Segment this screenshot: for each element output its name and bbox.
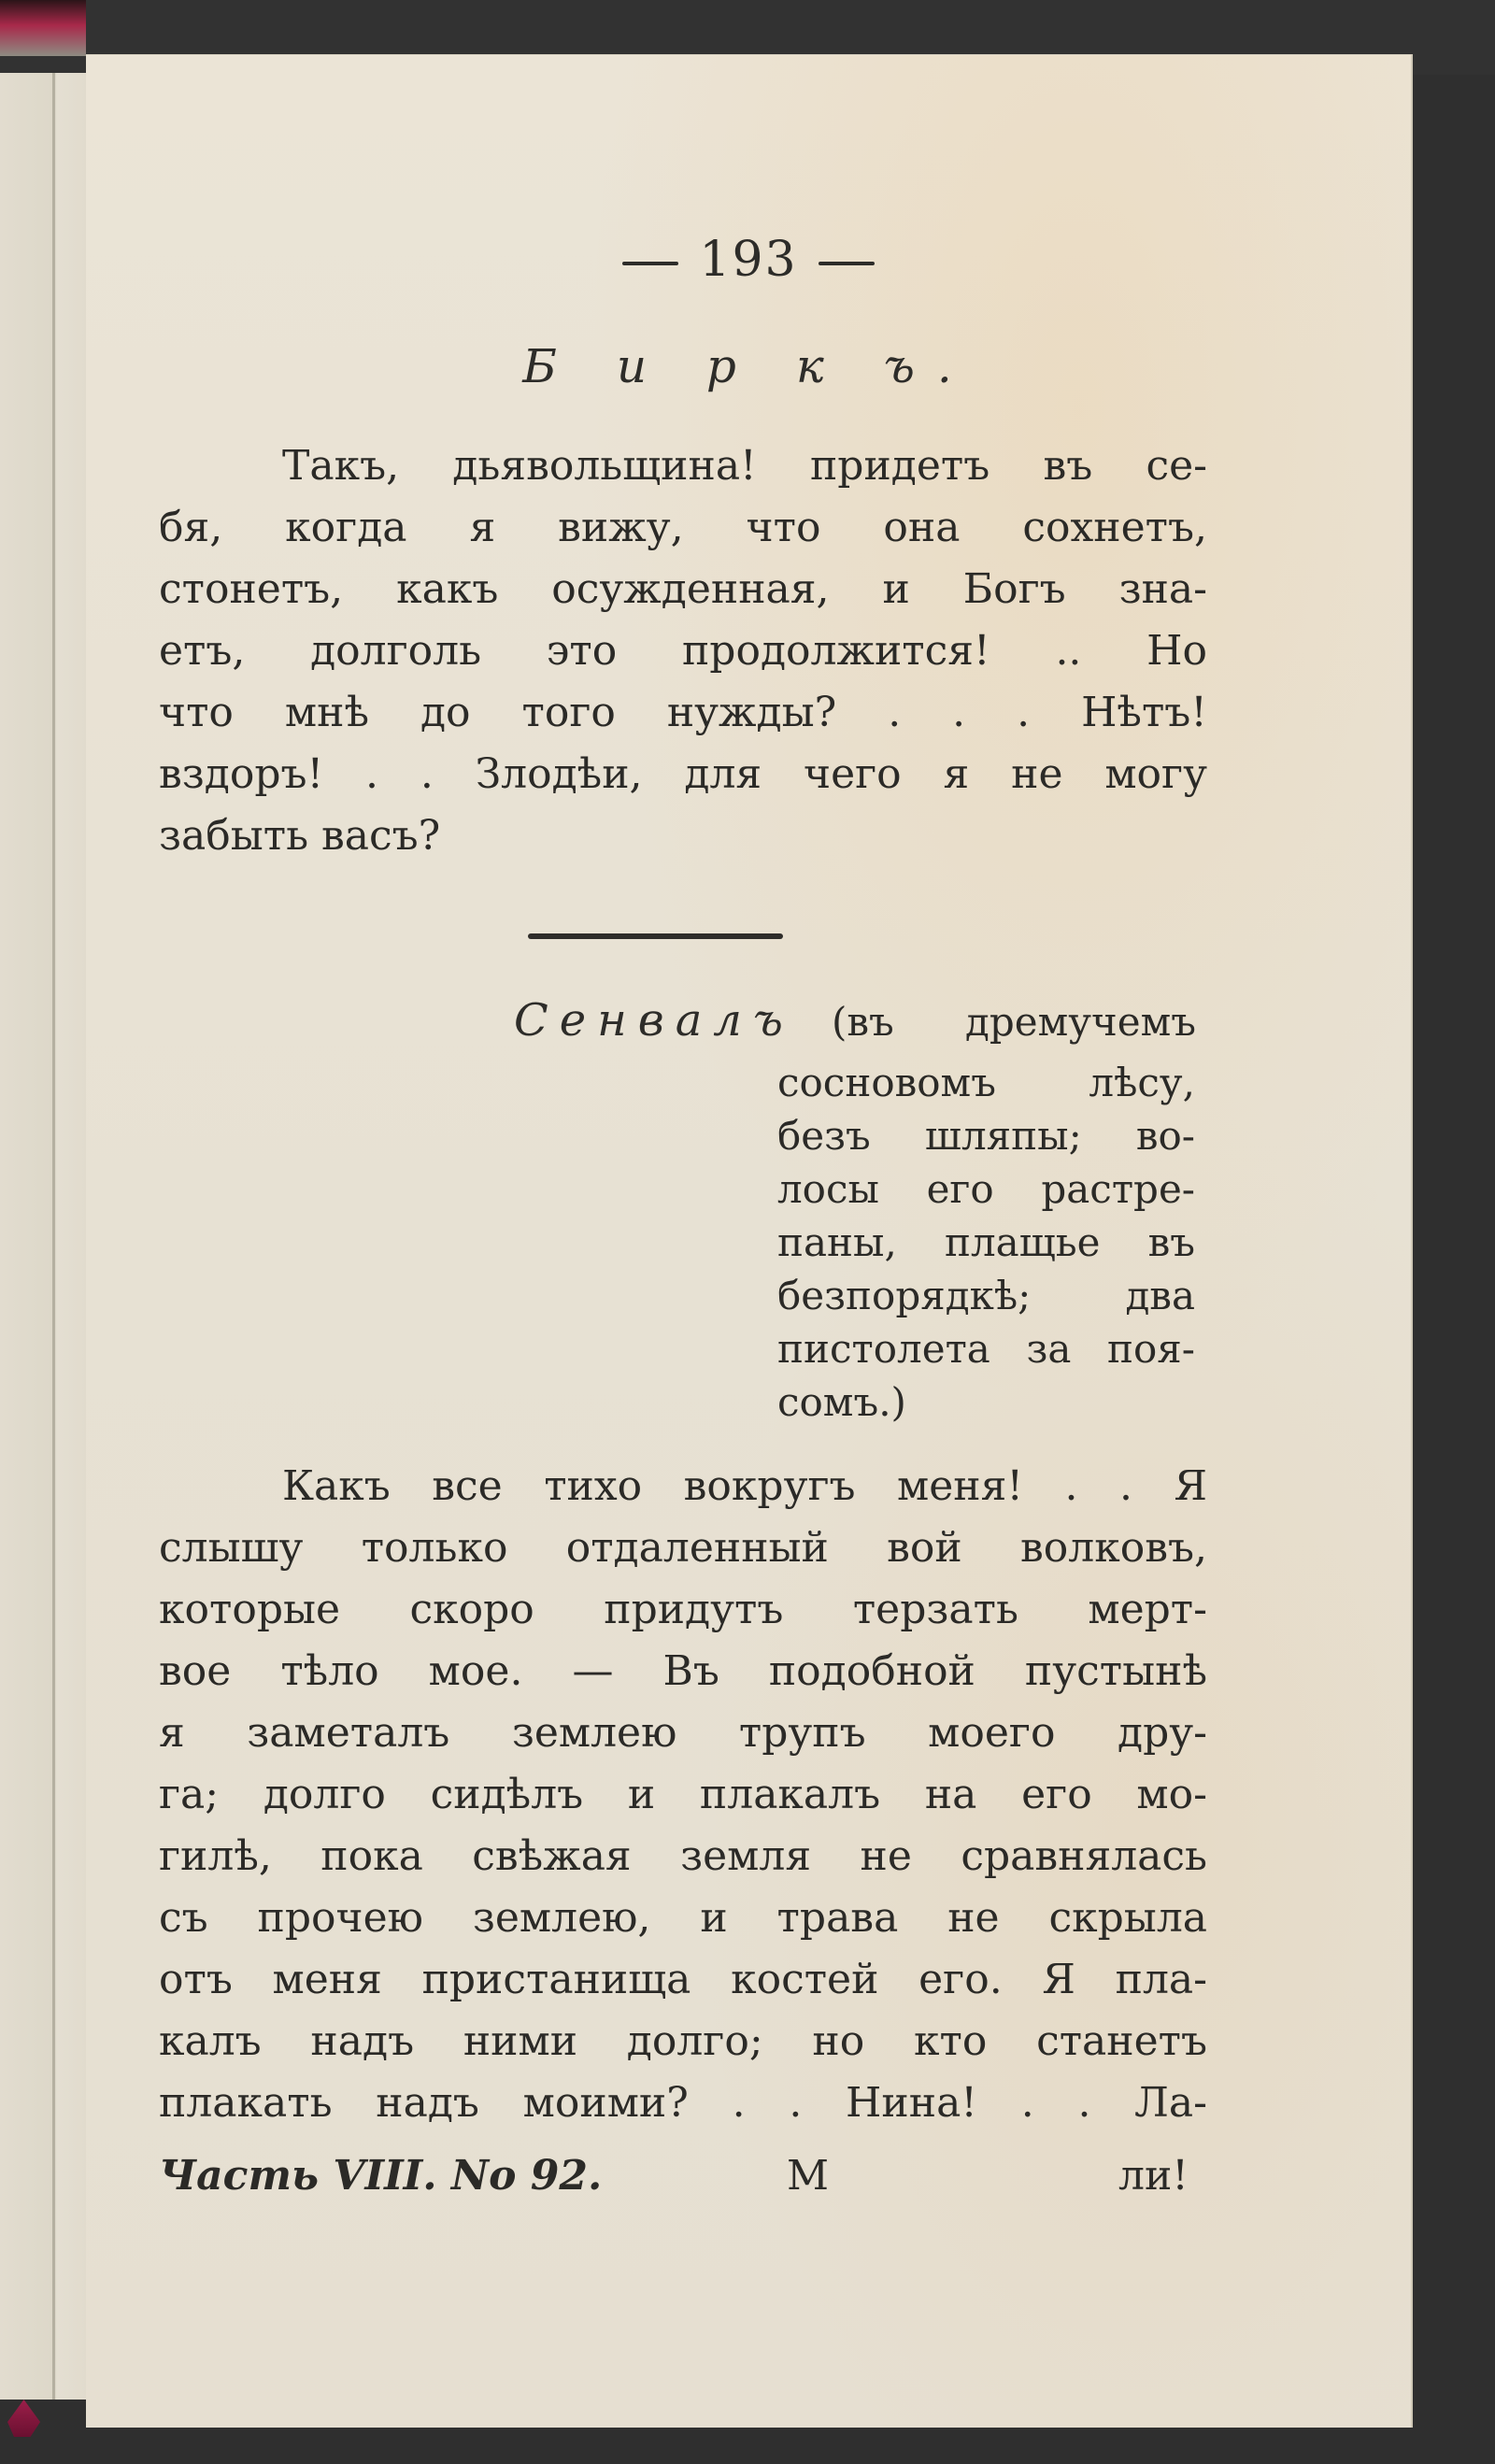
page-number-header (86, 232, 1411, 288)
adjacent-page-edge (0, 73, 86, 2400)
scene-divider-rule (528, 933, 783, 939)
header-dash-left (622, 262, 678, 265)
text-line: етъ, долголь это продолжится! .. Но (159, 627, 1207, 675)
stage-line: сосновомъ лѣсу, (777, 1060, 1195, 1105)
binding-gutter (52, 73, 55, 2400)
text-line: отъ меня пристанища костей его. Я пла- (159, 1956, 1207, 2003)
bookmark-ribbon-top (0, 0, 86, 56)
stage-line: безъ шляпы; во- (777, 1113, 1195, 1159)
text-line: вое тѣло мое. — Въ подобной пустынѣ (159, 1647, 1207, 1695)
text-line: которые скоро придутъ терзать мерт- (159, 1586, 1207, 1633)
stage-direction-first-line: (въ дремучемъ (832, 999, 1196, 1045)
stage-direction (777, 1056, 1195, 1429)
senval-speech-paragraph (159, 1456, 1207, 2134)
text-line: съ прочею землею, и трава не скрыла (159, 1894, 1207, 1942)
text-line: слышу только отдаленный вой волковъ, (159, 1524, 1207, 1572)
text-line: стонетъ, какъ осужденная, и Богъ зна- (159, 565, 1207, 613)
page-number: 193 (699, 232, 798, 288)
text-line: вздоръ! . . Злодѣи, для чего я не могу (159, 750, 1207, 798)
bookmark-ribbon-bottom (7, 2400, 40, 2437)
stage-line: пистолета за поя- (777, 1326, 1195, 1372)
speaker-name-birk: Б и р к ъ. (522, 339, 975, 393)
sheet-mark: M (787, 2152, 830, 2200)
catchword: ли! (1118, 2152, 1189, 2200)
stage-line: безпорядкѣ; два (777, 1273, 1195, 1318)
text-line: га; долго сидѣлъ и плакалъ на его мо- (159, 1771, 1207, 1818)
stage-line: сомъ.) (777, 1379, 906, 1425)
text-line: бя, когда я вижу, что она сохнетъ, (159, 504, 1207, 551)
speaker-name-senval: Сенвалъ (514, 994, 794, 1047)
stage-line: лосы его растре- (777, 1166, 1195, 1212)
text-line: забыть васъ? (159, 812, 441, 860)
text-line: гилѣ, пока свѣжая земля не сравнялась (159, 1832, 1207, 1880)
printer-signature: Часть VIII. No 92. (159, 2152, 603, 2200)
text-line: плакать надъ моими? . . Нина! . . Ла- (159, 2079, 1207, 2127)
book-page (86, 54, 1413, 2428)
header-dash-right (819, 262, 875, 265)
page-footer (159, 2145, 1207, 2207)
text-line: Такъ, дьявольщина! придетъ въ се- (282, 442, 1207, 490)
stage-line: паны, плащье въ (777, 1219, 1195, 1265)
text-line: что мнѣ до того нужды? . . . Нѣтъ! (159, 689, 1207, 736)
birk-speech-paragraph (159, 435, 1207, 867)
text-line: калъ надъ ними долго; но кто станетъ (159, 2017, 1207, 2065)
text-line: я заметалъ землею трупъ моего дру- (159, 1709, 1207, 1757)
text-line: Какъ все тихо вокругъ меня! . . Я (282, 1462, 1207, 1510)
